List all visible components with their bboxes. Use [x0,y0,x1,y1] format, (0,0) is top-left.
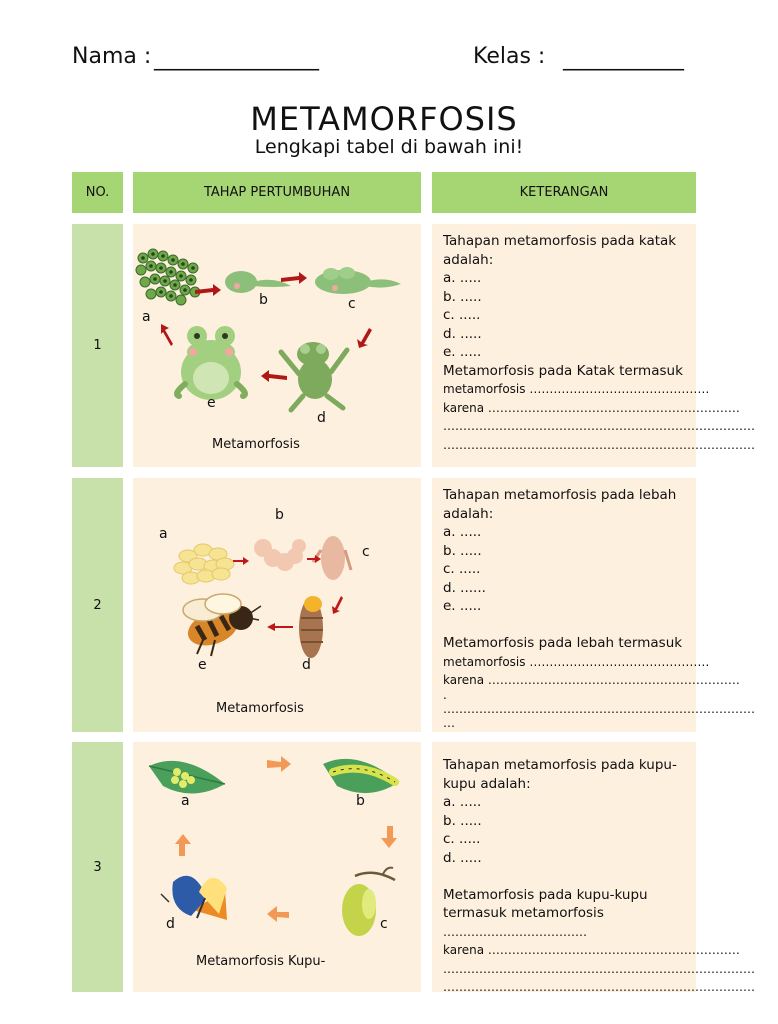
frog-eggs-icon [136,249,200,305]
leaf-caterpillar-icon [323,759,399,793]
ket-line[interactable]: …………………………………………………………………… [443,980,755,994]
row-2-tahap [133,478,421,732]
ket-line: Metamorfosis pada kupu-kupu [443,886,648,903]
ket-line[interactable]: karena ……………………………………………………… [443,943,740,957]
ket-line [443,616,686,635]
butterfly-icon [161,876,227,920]
nama-blank[interactable]: _______________ [154,46,319,71]
stage-label-d: d [166,916,175,932]
ket-line[interactable]: metamorfosis ……………………………………… [443,654,710,669]
ket-line: Tahapan metamorfosis pada kupu- [443,757,677,773]
row-1-keterangan [432,224,755,467]
ket-line[interactable]: b. ..... [443,542,482,559]
ket-line[interactable]: …………………………………………………………………… [443,701,755,716]
ket-line: . [443,687,447,702]
header-no: NO. [72,172,123,213]
row-1-caption: Metamorfosis [212,437,300,452]
ket-line[interactable]: d. ...... [443,579,486,596]
row-1-tahap [133,224,421,467]
row-3-no: 3 [72,742,123,992]
stage-label-b: b [275,507,284,523]
bee-eggs-icon [174,544,234,584]
ket-line[interactable]: c. ..... [443,561,481,577]
page-title: METAMORFOSIS [250,100,518,138]
stage-label-a: a [142,309,151,325]
ket-line: Metamorfosis pada lebah termasuk [443,635,683,651]
adult-frog-icon [177,326,245,400]
stage-label-e: e [207,395,216,411]
frog-lifecycle-diagram [133,224,421,467]
stage-label-c: c [380,916,388,932]
row-1-no: 1 [72,224,123,467]
ket-line[interactable]: …………………………………………………………………… [443,419,755,433]
row-3-tahap [133,742,421,992]
ket-line[interactable]: metamorfosis ……………………………………… [443,382,710,396]
kelas-label: Kelas : [473,44,546,69]
froglet-icon [315,267,401,294]
ket-line[interactable]: b. ..... [443,812,482,829]
ket-line[interactable]: a. ..... [443,794,482,810]
ket-line[interactable]: karena ……………………………………………………… [443,400,740,415]
row-2-keterangan [432,478,755,732]
header-keterangan: KETERANGAN [432,172,696,213]
ket-line [443,867,686,886]
ket-line[interactable]: b. ..... [443,288,482,305]
ket-line: adalah: [443,251,494,268]
ket-line[interactable]: c. ..... [443,307,481,323]
ket-line: Tahapan metamorfosis pada katak [443,233,677,249]
ket-line[interactable]: e. ..... [443,344,482,360]
stage-label-b: b [259,292,268,308]
larva-icon [254,539,306,571]
row-3-caption: Metamorfosis Kupu- [196,954,326,969]
ket-line[interactable]: …………………………………………………………………… [443,437,755,452]
ket-line: kupu adalah: [443,775,531,792]
ket-line[interactable]: e. ..... [443,598,482,614]
stage-label-d: d [317,410,326,426]
ket-line: Metamorfosis pada Katak termasuk [443,362,683,379]
ket-line[interactable]: ……………………………… [443,924,587,939]
ket-line[interactable]: c. ..... [443,831,481,847]
kelas-blank[interactable]: ___________ [563,46,684,71]
stage-label-c: c [362,544,370,560]
ket-line: … [443,716,455,730]
ket-line[interactable]: …………………………………………………………………… [443,961,755,976]
ket-line[interactable]: a. ..... [443,524,482,540]
nama-label: Nama : [72,44,152,69]
ket-line[interactable]: d. ..... [443,849,482,866]
stage-label-d: d [302,657,311,673]
bee-adult-icon [183,594,261,656]
pupa-capped-icon [299,596,323,658]
stage-label-a: a [181,793,190,809]
ket-line: termasuk metamorfosis [443,905,604,921]
header-tahap: TAHAP PERTUMBUHAN [133,172,421,213]
page-subtitle: Lengkapi tabel di bawah ini! [254,136,524,158]
stage-label-a: a [159,526,168,542]
ket-line[interactable]: d. ..... [443,325,482,342]
ket-line: adalah: [443,505,494,522]
ket-line: Tahapan metamorfosis pada lebah [443,487,677,503]
stage-label-e: e [198,657,207,673]
row-3-keterangan [432,742,755,994]
stage-label-b: b [356,793,365,809]
stage-label-c: c [348,296,356,312]
row-2-caption: Metamorfosis [216,701,304,716]
young-frog-icon [281,342,347,410]
ket-line[interactable]: a. ..... [443,270,482,286]
ket-line[interactable]: karena ……………………………………………………… [443,673,740,687]
leaf-eggs-icon [149,761,225,794]
tadpole-icon [225,271,291,293]
row-2-no: 2 [72,478,123,732]
